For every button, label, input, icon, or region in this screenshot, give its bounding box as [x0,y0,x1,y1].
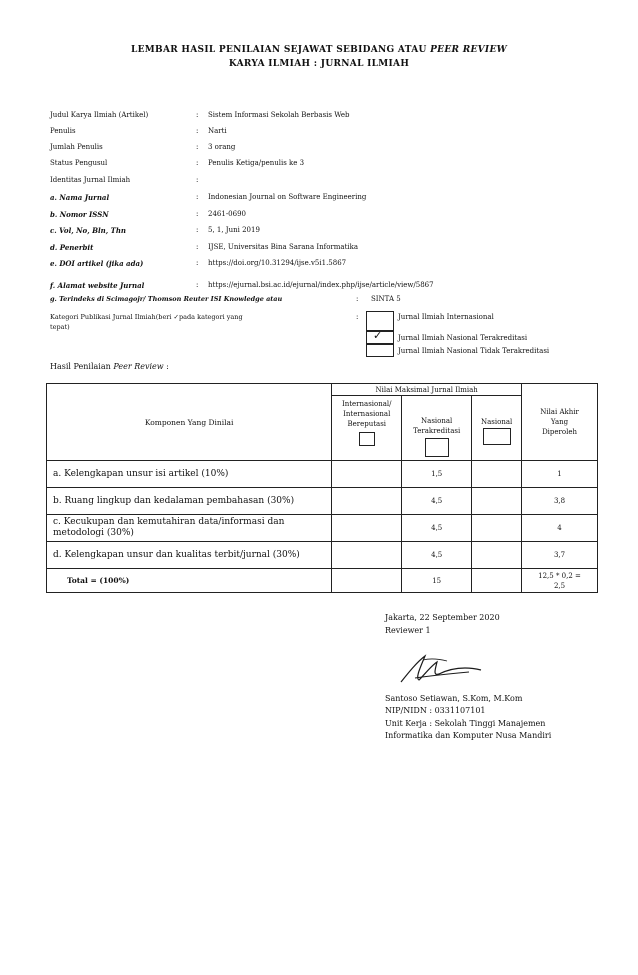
document-title [0,45,638,55]
category-label-line2: tepat) [50,323,70,331]
identity-colon: : [196,226,199,234]
total-final [522,569,598,593]
total-max: 15 [402,569,472,593]
identity-value: https://doi.org/10.31294/ijse.v5i1.5867 [208,259,347,267]
score-row-final: 1 [522,461,598,488]
checkbox-national-accredited[interactable] [366,331,394,344]
identity-colon: : [196,127,199,135]
identity-colon: : [196,159,199,167]
category-label-line1: Kategori Publikasi Jurnal Ilmiah(beri ✓pada kategori yang [50,313,243,321]
identity-label: b. Nomor ISSN [50,210,109,219]
check-mark-icon: ✓ [373,329,383,342]
col-national-accredited [402,396,472,461]
identity-colon: : [196,111,199,119]
score-row-international [332,515,402,542]
component-header: Komponen Yang Dinilai [47,384,332,461]
total-label: Total = (100%) [47,569,332,593]
score-row-max: 4,5 [402,515,472,542]
identity-colon: : [196,281,199,289]
identity-label: Jumlah Penulis [50,143,103,151]
identity-colon: : [196,143,199,151]
option-national-accredited-label: Jurnal Ilmiah Nasional Terakreditasi [398,334,528,342]
place-date: Jakarta, 22 September 2020 [385,613,500,622]
score-row [47,542,598,569]
identity-colon: : [196,243,199,251]
signature-image [395,648,485,690]
checkbox-national-unaccredited[interactable] [366,344,394,357]
score-row [47,461,598,488]
identity-label: a. Nama Jurnal [50,193,110,202]
score-row [47,515,598,542]
score-rows [47,461,598,569]
score-row-international [332,542,402,569]
category-colon: : [356,313,359,321]
score-row-max: 4,5 [402,542,472,569]
review-table [46,383,598,593]
identity-colon: : [196,176,199,184]
col-national [472,396,522,461]
score-row-international [332,461,402,488]
international-box [359,432,375,446]
score-row-international [332,488,402,515]
checkbox-international[interactable] [366,311,394,331]
total-final-text: 12,5 * 0,2 = 2,5 [538,571,581,590]
col-national-accredited-text: Nasional Terakreditasi [413,417,461,435]
review-heading [50,362,169,371]
review-heading-prefix: Hasil Penilaian [50,362,111,371]
score-row-final: 3,7 [522,542,598,569]
option-international-label: Jurnal Ilmiah Internasional [398,313,494,321]
identity-label: Judul Karya Ilmiah (Artikel) [50,111,149,119]
title-line1: LEMBAR HASIL PENILAIAN SEJAWAT SEBIDANG ATAU [130,45,427,55]
score-row-national [472,515,522,542]
score-row-national [472,542,522,569]
score-row-label: a. Kelengkapan unsur isi artikel (10%) [47,461,332,488]
score-row-label: d. Kelengkapan unsur dan kualitas terbit/jurnal (30%) [47,542,332,569]
identity-value: 3 orang [208,143,236,151]
reviewer-role: Reviewer 1 [385,626,431,635]
indexed-label: g. Terindeks di Scimagojr/ Thomson Reuter ISI Knowledge atau [50,295,283,303]
identity-colon: : [196,259,199,267]
identity-colon: : [196,193,199,201]
score-row [47,488,598,515]
score-row-label: b. Ruang lingkup dan kedalaman pembahasan (30%) [47,488,332,515]
national-accredited-box [425,438,449,457]
final-score-header-text: Nilai Akhir Yang Diperoleh [540,408,579,436]
review-heading-italic: Peer Review [113,362,164,371]
identity-colon: : [196,210,199,218]
identity-value: 2461-0690 [208,210,246,218]
identity-value: Sistem Informasi Sekolah Berbasis Web [208,111,350,119]
score-row-final: 3,8 [522,488,598,515]
identity-label: Status Pengusul [50,159,108,167]
reviewer-unit: Unit Kerja : Sekolah Tinggi Manajemen Informatika dan Komputer Nusa Mandiri [385,719,552,740]
identity-label: f. Alamat website Jurnal [50,281,145,290]
document-subtitle: KARYA ILMIAH : JURNAL ILMIAH [228,59,410,69]
final-score-header [522,384,598,461]
score-row-final: 4 [522,515,598,542]
option-national-unaccredited-label: Jurnal Ilmiah Nasional Tidak Terakreditasi [398,347,550,355]
reviewer-nip: NIP/NIDN : 0331107101 [385,706,486,715]
national-box [483,428,511,445]
identity-value: Narti [208,127,227,135]
identity-label: c. Vol, No, Bln, Thn [50,226,126,235]
identity-label: e. DOI artikel (jika ada) [50,259,144,268]
identity-label: d. Penerbit [50,243,94,252]
score-row-label: c. Kecukupan dan kemutahiran data/informasi dan metodologi (30%) [47,515,332,542]
identity-value: Penulis Ketiga/penulis ke 3 [208,159,305,167]
identity-value: https://ejurnal.bsi.ac.id/ejurnal/index.php/ijse/article/view/5867 [208,281,434,289]
identity-label: Penulis [50,127,76,135]
title-line1-italic: PEER REVIEW [430,45,508,55]
col-national-text: Nasional [480,418,513,426]
max-score-header: Nilai Maksimal Jurnal Ilmiah [332,384,522,396]
col-international-text: Internasional/ Internasional Bereputasi [341,400,392,428]
total-international [332,569,402,593]
score-row-national [472,488,522,515]
indexed-value: SINTA 5 [371,295,401,303]
score-row-max: 1,5 [402,461,472,488]
identity-label: Identitas Jurnal Ilmiah [50,176,131,184]
reviewer-name: Santoso Setiawan, S.Kom, M.Kom [385,694,523,703]
score-row-max: 4,5 [402,488,472,515]
col-international [332,396,402,461]
identity-value: IJSE, Universitas Bina Sarana Informatika [208,243,359,251]
review-heading-suffix: : [166,362,169,371]
indexed-colon: : [356,295,359,303]
identity-value: 5, 1, Juni 2019 [208,226,260,234]
identity-value: Indonesian Journal on Software Engineering [208,193,367,201]
total-row [47,569,598,593]
total-national [472,569,522,593]
score-row-national [472,461,522,488]
